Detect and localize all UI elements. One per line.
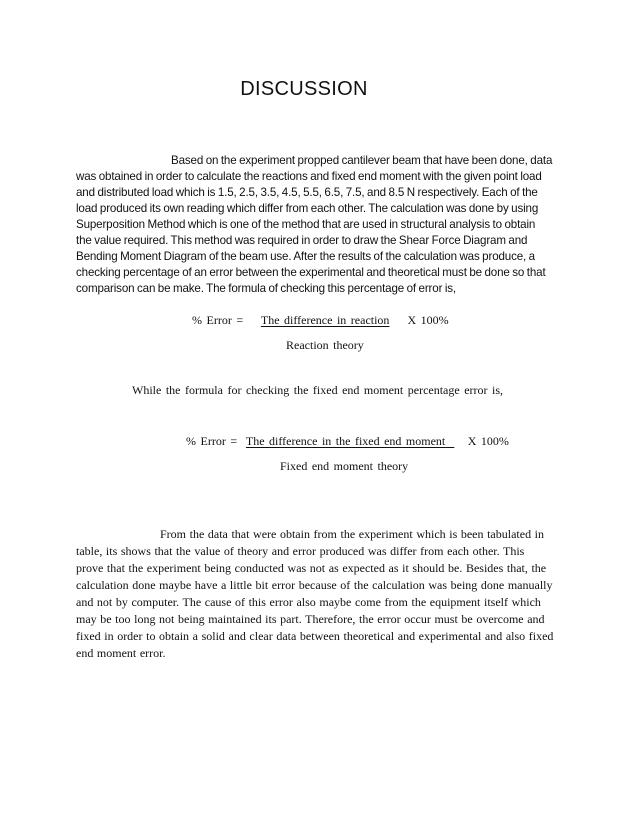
formula-reaction-denominator [286,338,364,353]
paragraph-line: checking percentage of an error between the experimental and theoretical must be done so that [76,266,546,279]
paragraph-line: and not by computer. The cause of this error also maybe come from the equipment itself which [76,595,541,609]
paragraph-line: Bending Moment Diagram of the beam use. After the results of the calculation was produce, a [76,250,535,263]
paragraph-line: Based on the experiment propped cantilever beam that have been done, data [171,154,553,167]
formula-multiplier: X 100% [407,313,449,327]
formula-reaction-error [192,313,449,328]
paragraph-intro [76,153,566,297]
paragraph-line: From the data that were obtain from the experiment which is been tabulated in [160,527,545,541]
paragraph-line: comparison can be make. The formula of checking this percentage of error is, [76,282,456,295]
paragraph-line: may be too long not being maintained its part. Therefore, the error occur must be overcome and [76,612,545,626]
formula-denominator: Reaction theory [286,338,364,352]
transition-line: While the formula for checking the fixed end moment percentage error is, [132,383,504,397]
paragraph-line: Superposition Method which is one of the method that are used in structural analysis to obtain [76,218,536,231]
formula-moment-denominator [280,459,408,474]
formula-lhs: % Error = [192,313,244,327]
formula-multiplier: X 100% [467,434,509,448]
paragraph-line: end moment error. [76,646,166,660]
title-text: DISCUSSION [240,78,368,100]
paragraph-line: load produced its own reading which differ from each other. The calculation was done by using [76,202,539,215]
paragraph-line: prove that the experiment being conducted was not as expected as it should be. Besides that, the [76,561,547,575]
paragraph-conclusion [76,526,576,662]
page-title [0,78,638,101]
paragraph-line: the value required. This method was required in order to draw the Shear Force Diagram and [76,234,528,247]
formula-lhs: % Error = [186,434,238,448]
paragraph-line: calculation done maybe have a little bit error because of the calculation was being done manually [76,578,553,592]
paragraph-line: and distributed load which is 1.5, 2.5, 3.5, 4.5, 5.5, 6.5, 7.5, and 8.5 N respectively. Each of the [76,186,538,199]
paragraph-line: was obtained in order to calculate the reactions and fixed end moment with the given point load [76,170,542,183]
paragraph-line: fixed in order to obtain a solid and clear data between theoretical and experimental and also fixed [76,629,554,643]
formula-numerator: The difference in the fixed end moment [245,434,446,448]
paragraph-line: table, its shows that the value of theory and error produced was differ from each other. This [76,544,525,558]
formula-denominator: Fixed end moment theory [280,459,409,473]
formula-numerator: The difference in reaction [260,313,390,327]
transition-text [132,383,503,398]
formula-moment-error [186,434,509,449]
